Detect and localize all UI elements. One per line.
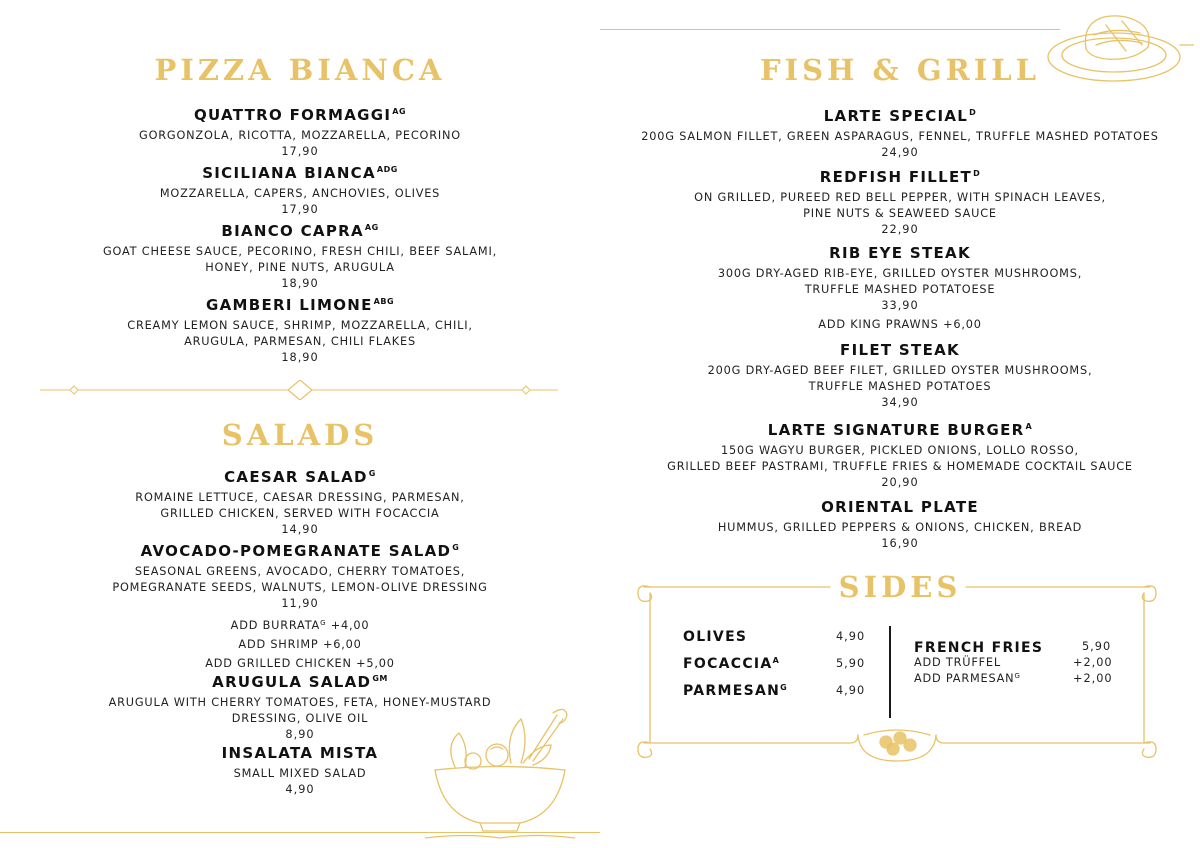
- allergen-codes: AG: [392, 107, 407, 116]
- sides-title: SIDES: [838, 570, 962, 604]
- allergen-codes: G: [452, 543, 460, 552]
- item-name: ORIENTAL PLATE: [821, 498, 979, 516]
- item-addon: ADD $BURRATA^G +4,00$: [230, 619, 370, 632]
- allergen-codes: A: [1025, 422, 1033, 431]
- allergen-codes: GM: [372, 674, 388, 683]
- item-name: CAESAR $SALAD^G$: [224, 468, 376, 486]
- item-addon: ADD SHRIMP +6,00: [238, 638, 362, 651]
- item-description: ARUGULA WITH CHERRY TOMATOES, FETA, HONEY-MUSTARD DRESSING, OLIVE OIL: [108, 696, 492, 725]
- allergen-codes: AG: [364, 223, 379, 232]
- item-addon: ADD KING PRAWNS +6,00: [818, 318, 982, 331]
- item-name: ARUGULA $SALAD^{GM}$: [212, 673, 388, 691]
- menu-item: [0, 219, 600, 292]
- side-price: 4,90: [836, 684, 866, 697]
- item-price: 16,90: [881, 537, 919, 550]
- menu-item: [600, 341, 1200, 411]
- bottom-rule: [0, 832, 600, 833]
- item-addon: ADD GRILLED CHICKEN +5,00: [205, 657, 395, 670]
- item-name: LARTE $SPECIAL^D$: [823, 107, 977, 125]
- item-name: FILET STEAK: [840, 341, 960, 359]
- ornamental-divider: [40, 380, 560, 400]
- top-rule: [600, 29, 1060, 30]
- item-description: 300G DRY-AGED RIB-EYE, GRILLED OYSTER MUSHROOMS, TRUFFLE MASHED POTATOESE: [717, 267, 1083, 296]
- item-description: 150G WAGYU BURGER, PICKLED ONIONS, LOLLO ROSSO, GRILLED BEEF PASTRAMI, TRUFFLE FRIES & HOMEMADE COCKTAIL SAUCE: [667, 444, 1133, 473]
- item-description: MOZZARELLA, CAPERS, ANCHOVIES, OLIVES: [159, 187, 441, 200]
- item-description: GORGONZOLA, RICOTTA, MOZZARELLA, PECORINO: [139, 129, 461, 142]
- menu-item: [0, 465, 600, 538]
- side-addon: ADD TRÜFFEL: [914, 656, 1001, 669]
- item-price: 33,90: [881, 299, 919, 312]
- item-name: SICILIANA $BIANCA^{ADG}$: [202, 164, 398, 182]
- side-name: FRENCH FRIES: [914, 640, 1044, 656]
- allergen-codes: D: [969, 108, 977, 117]
- item-price: 14,90: [281, 523, 319, 536]
- item-name: BIANCO $CAPRA^{AG}$: [221, 222, 379, 240]
- item-name: AVOCADO-POMEGRANATE $SALAD^G$: [140, 542, 460, 560]
- side-price: 4,90: [836, 630, 866, 643]
- item-price: 8,90: [285, 728, 315, 741]
- fish-grill-title: FISH & GRILL: [759, 53, 1041, 87]
- side-addon: ADD $PARMESAN^G$: [914, 672, 1021, 685]
- item-name: RIB EYE STEAK: [829, 244, 971, 262]
- menu-item: [0, 293, 600, 366]
- item-price: 18,90: [281, 351, 319, 364]
- menu-item: [0, 103, 600, 160]
- side-name: $PARMESAN^G$: [683, 683, 788, 699]
- pizza-bianca-title: PIZZA BIANCA: [154, 53, 446, 87]
- item-price: 24,90: [881, 146, 919, 159]
- side-item: [683, 653, 780, 672]
- item-name: GAMBERI $LIMONE^{ABG}$: [205, 296, 395, 314]
- item-name: REDFISH $FILLET^D$: [819, 168, 981, 186]
- side-price: 5,90: [836, 657, 866, 670]
- allergen-codes: ADG: [376, 165, 398, 174]
- item-price: 20,90: [881, 476, 919, 489]
- menu-item: [600, 498, 1200, 552]
- item-description: 200G SALMON FILLET, GREEN ASPARAGUS, FENNEL, TRUFFLE MASHED POTATOES: [641, 130, 1159, 143]
- item-description: SMALL MIXED SALAD: [233, 767, 367, 780]
- side-item: [914, 637, 1043, 656]
- side-name: $FOCACCIA^A$: [683, 656, 781, 672]
- side-price: 5,90: [1082, 640, 1112, 653]
- allergen-codes: G: [368, 469, 376, 478]
- item-price: 18,90: [281, 277, 319, 290]
- salads-title: SALADS: [221, 418, 379, 452]
- allergen-codes: G: [780, 683, 788, 692]
- menu-item: [600, 104, 1200, 161]
- item-description: HUMMUS, GRILLED PEPPERS & ONIONS, CHICKEN, BREAD: [717, 521, 1083, 534]
- menu-item: [0, 161, 600, 218]
- menu-item: [600, 418, 1200, 491]
- item-price: 17,90: [281, 145, 319, 158]
- side-addon-price: +2,00: [1073, 672, 1113, 685]
- item-description: CREAMY LEMON SAUCE, SHRIMP, MOZZARELLA, CHILI, ARUGULA, PARMESAN, CHILI FLAKES: [127, 319, 473, 348]
- item-price: 11,90: [281, 597, 319, 610]
- allergen-codes: A: [772, 656, 781, 665]
- item-description: GOAT CHEESE SAUCE, PECORINO, FRESH CHILI, BEEF SALAMI, HONEY, PINE NUTS, ARUGULA: [102, 245, 497, 274]
- item-name: INSALATA MISTA: [221, 744, 379, 762]
- salad-bowl-illustration: [425, 705, 575, 840]
- item-name: LARTE SIGNATURE $BURGER^A$: [767, 421, 1033, 439]
- right-page: [600, 0, 1200, 848]
- sides-divider: [889, 626, 891, 718]
- item-description: ROMAINE LETTUCE, CAESAR DRESSING, PARMESAN, GRILLED CHICKEN, SERVED WITH FOCACCIA: [135, 491, 465, 520]
- menu-item: [0, 539, 600, 672]
- item-description: ON GRILLED, PUREED RED BELL PEPPER, WITH SPINACH LEAVES, PINE NUTS & SEAWEED SAUCE: [694, 191, 1106, 220]
- allergen-codes: ABG: [373, 297, 395, 306]
- menu-item: [600, 244, 1200, 333]
- item-name: QUATTRO $FORMAGGI^{AG}$: [193, 106, 407, 124]
- item-price: 4,90: [285, 783, 315, 796]
- item-price: 34,90: [881, 396, 919, 409]
- item-price: 22,90: [881, 223, 919, 236]
- menu-item: [600, 165, 1200, 238]
- item-description: SEASONAL GREENS, AVOCADO, CHERRY TOMATOES, POMEGRANATE SEEDS, WALNUTS, LEMON-OLIVE DRESSING: [112, 565, 488, 594]
- side-item: [683, 680, 788, 699]
- side-item: [683, 626, 747, 645]
- side-addon-price: +2,00: [1073, 656, 1113, 669]
- item-description: 200G DRY-AGED BEEF FILET, GRILLED OYSTER MUSHROOMS, TRUFFLE MASHED POTATOES: [707, 364, 1093, 393]
- side-name: OLIVES: [683, 629, 748, 645]
- item-price: 17,90: [281, 203, 319, 216]
- allergen-codes: D: [973, 169, 981, 178]
